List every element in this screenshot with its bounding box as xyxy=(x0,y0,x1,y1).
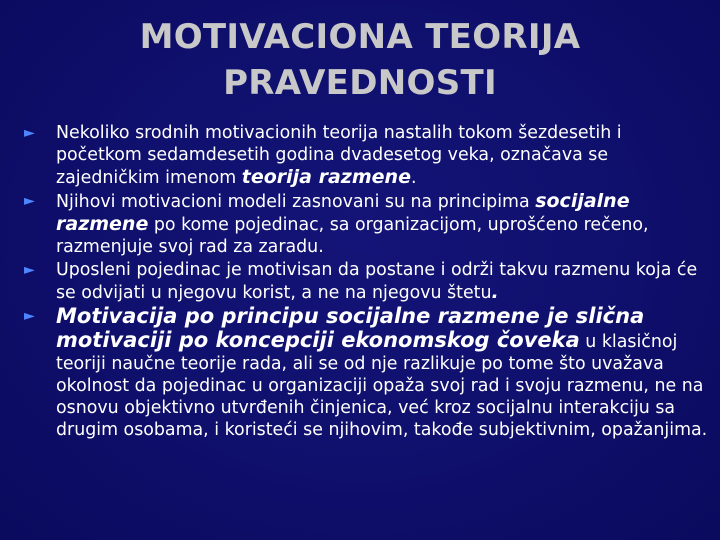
bullet-list xyxy=(22,122,712,442)
bullet-arrow-icon: ► xyxy=(24,193,35,209)
bullet-emphasis: Motivacija po principu socijalne razmene je slična motivaciji po koncepciji ekonomskog čoveka xyxy=(56,304,645,352)
bullet-text: po kome pojedinac, sa organizacijom, uprošćeno rečeno, razmenjuje svoj rad za zaradu. xyxy=(56,215,649,257)
bullet-text: Njihovi motivacioni modeli zasnovani su na principima xyxy=(56,192,536,212)
title-line-2: PRAVEDNOSTI xyxy=(223,63,497,103)
bullet-text: Uposleni pojedinac je motivisan da postane i održi takvu razmenu koja će se odvijati u njegovu korist, a ne na njegovu štetu xyxy=(56,260,698,303)
bullet-item-2 xyxy=(22,190,712,258)
bullet-emphasis: teorija razmene xyxy=(241,166,411,188)
title-line-1: MOTIVACIONA TEORIJA xyxy=(139,17,581,57)
bullet-text: . xyxy=(410,168,417,188)
bullet-emphasis: socijalne razmene xyxy=(56,190,630,235)
bullet-item-3 xyxy=(22,259,712,304)
bullet-text: Nekoliko srodnih motivacionih teorija nastalih tokom šezdesetih i početkom sedamdesetih godina dvadesetog veka, označava se zajedničkim imenom xyxy=(56,123,622,188)
bullet-emphasis: . xyxy=(491,281,499,303)
bullet-item-1 xyxy=(22,122,712,189)
bullet-item-4 xyxy=(22,305,712,441)
bullet-arrow-icon: ► xyxy=(24,308,35,324)
bullet-arrow-icon: ► xyxy=(24,262,35,278)
bullet-arrow-icon: ► xyxy=(24,125,35,141)
slide-title xyxy=(60,14,660,106)
bullet-text: u klasičnoj teoriji naučne teorije rada, ali se od nje razlikuje po tome što uvažava okolnost da pojedinac u organizaciji opaža svoj rad i svoju razmenu, ne na osnovu objektivno utvrđenih činjenica, već kroz socijalnu interakciju sa drugim osobama, i koristeći se njihovim, takođe subjektivnim, opažanjima. xyxy=(56,332,708,440)
